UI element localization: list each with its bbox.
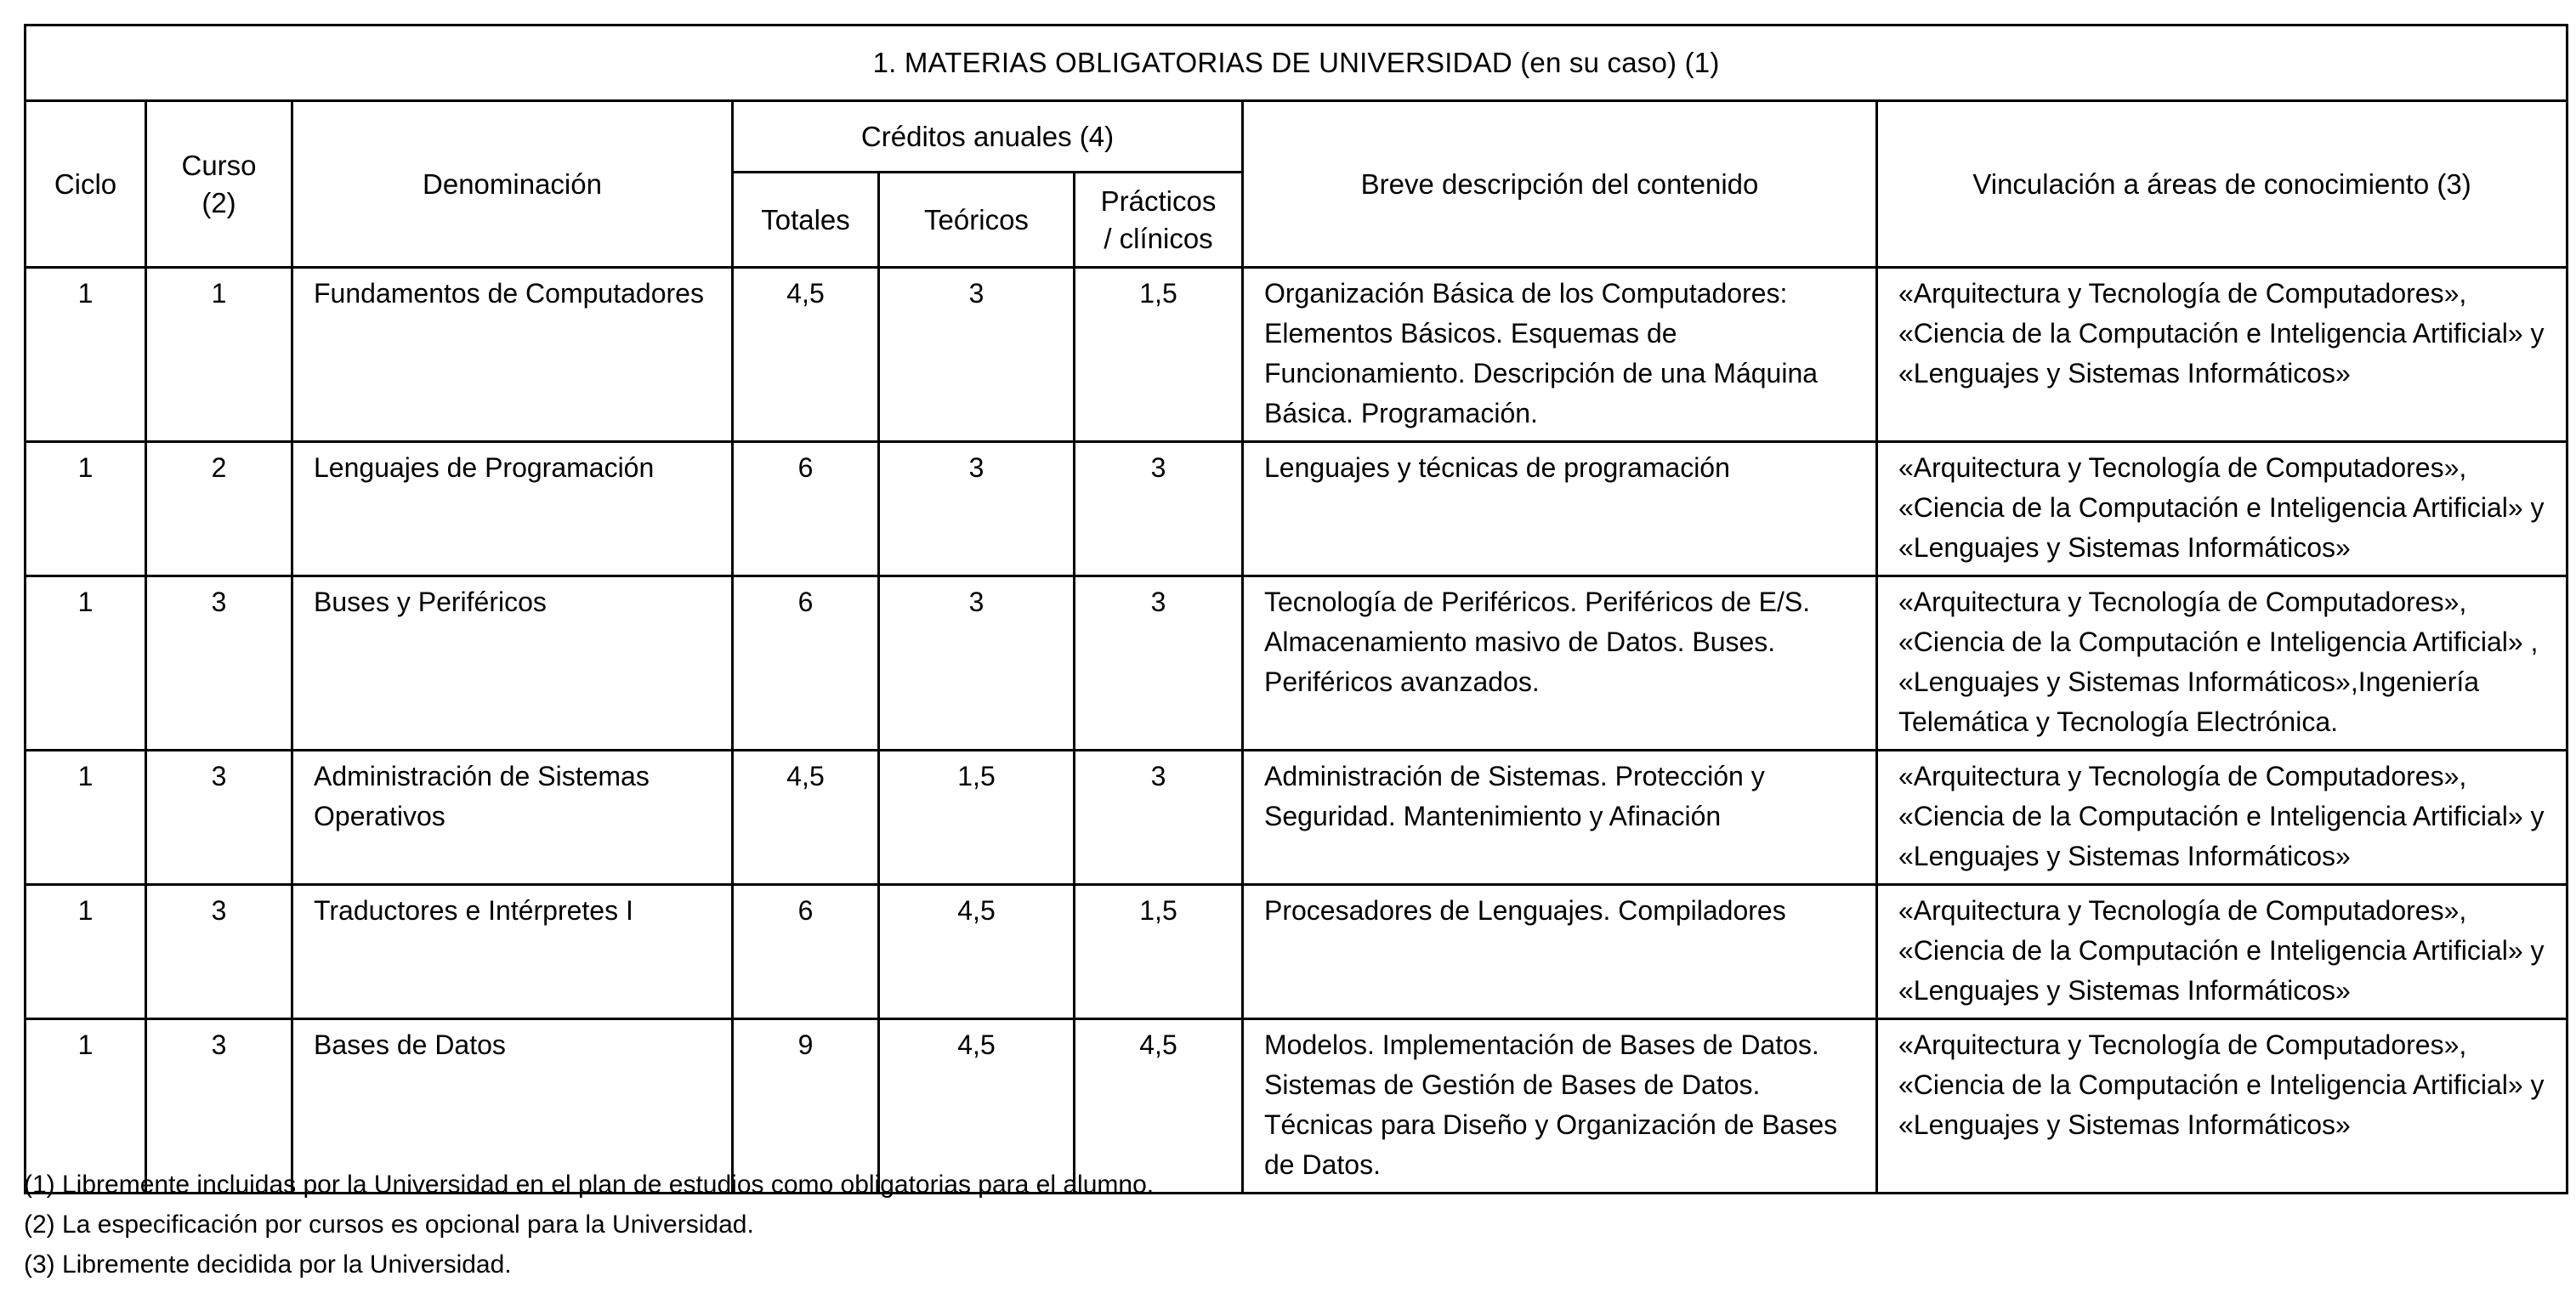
table-title: 1. MATERIAS OBLIGATORIAS DE UNIVERSIDAD (en su caso) (1) — [26, 26, 2567, 101]
header-vinculacion: Vinculación a áreas de conocimiento (3) — [1877, 101, 2567, 268]
cell-denominacion: Traductores e Intérpretes I — [292, 885, 733, 1019]
cell-totales: 4,5 — [733, 751, 879, 885]
table-row — [26, 442, 2567, 576]
cell-vinculacion: «Arquitectura y Tecnología de Computadores», «Ciencia de la Computación e Inteligencia Artificial» y «Lenguajes y Sistemas Informáticos» — [1877, 1019, 2567, 1194]
cell-denominacion: Buses y Periféricos — [292, 576, 733, 751]
materias-table — [24, 24, 2568, 1194]
cell-curso: 3 — [146, 1019, 292, 1194]
cell-practicos: 3 — [1075, 442, 1243, 576]
header-ciclo: Ciclo — [26, 101, 146, 268]
cell-vinculacion: «Arquitectura y Tecnología de Computadores», «Ciencia de la Computación e Inteligencia Artificial» , «Lenguajes y Sistemas Informáticos»,Ingeniería Telemática y Tecnología Electrónica. — [1877, 576, 2567, 751]
cell-totales: 6 — [733, 442, 879, 576]
footnote-1: (1) Libremente incluidas por la Universidad en el plan de estudios como obligatorias para el alumno. — [24, 1171, 1155, 1199]
cell-denominacion: Lenguajes de Programación — [292, 442, 733, 576]
header-teoricos: Teóricos — [879, 173, 1075, 268]
cell-ciclo: 1 — [26, 1019, 146, 1194]
cell-descripcion: Organización Básica de los Computadores: Elementos Básicos. Esquemas de Funcionamiento. Descripción de una Máquina Básica. Programación. — [1243, 268, 1877, 442]
cell-practicos: 3 — [1075, 751, 1243, 885]
cell-teoricos: 4,5 — [879, 1019, 1075, 1194]
cell-totales: 6 — [733, 885, 879, 1019]
header-practicos-line2: / clínicos — [1104, 222, 1213, 254]
cell-teoricos: 3 — [879, 576, 1075, 751]
header-denominacion: Denominación — [292, 101, 733, 268]
cell-totales: 6 — [733, 576, 879, 751]
table-row — [26, 751, 2567, 885]
cell-vinculacion: «Arquitectura y Tecnología de Computadores», «Ciencia de la Computación e Inteligencia Artificial» y «Lenguajes y Sistemas Informáticos» — [1877, 751, 2567, 885]
cell-descripcion: Administración de Sistemas. Protección y Seguridad. Mantenimiento y Afinación — [1243, 751, 1877, 885]
cell-teoricos: 3 — [879, 268, 1075, 442]
footnote-3: (3) Libremente decidida por la Universidad. — [24, 1250, 512, 1279]
cell-ciclo: 1 — [26, 885, 146, 1019]
header-curso-note: (2) — [201, 186, 236, 218]
cell-curso: 2 — [146, 442, 292, 576]
cell-descripcion: Tecnología de Periféricos. Periféricos de E/S. Almacenamiento masivo de Datos. Buses. Periféricos avanzados. — [1243, 576, 1877, 751]
cell-vinculacion: «Arquitectura y Tecnología de Computadores», «Ciencia de la Computación e Inteligencia Artificial» y «Lenguajes y Sistemas Informáticos» — [1877, 885, 2567, 1019]
cell-totales: 4,5 — [733, 268, 879, 442]
table-row — [26, 268, 2567, 442]
cell-ciclo: 1 — [26, 576, 146, 751]
header-practicos — [1075, 173, 1243, 268]
cell-teoricos: 1,5 — [879, 751, 1075, 885]
cell-curso: 3 — [146, 885, 292, 1019]
header-curso — [146, 101, 292, 268]
cell-descripcion: Procesadores de Lenguajes. Compiladores — [1243, 885, 1877, 1019]
cell-vinculacion: «Arquitectura y Tecnología de Computadores», «Ciencia de la Computación e Inteligencia Artificial» y «Lenguajes y Sistemas Informáticos» — [1877, 268, 2567, 442]
cell-teoricos: 4,5 — [879, 885, 1075, 1019]
cell-ciclo: 1 — [26, 751, 146, 885]
cell-practicos: 1,5 — [1075, 885, 1243, 1019]
header-creditos: Créditos anuales (4) — [733, 101, 1243, 173]
header-curso-label: Curso — [181, 149, 257, 181]
cell-descripcion: Modelos. Implementación de Bases de Datos. Sistemas de Gestión de Bases de Datos. Técnicas para Diseño y Organización de Bases de Datos. — [1243, 1019, 1877, 1194]
cell-ciclo: 1 — [26, 442, 146, 576]
cell-denominacion: Bases de Datos — [292, 1019, 733, 1194]
cell-vinculacion: «Arquitectura y Tecnología de Computadores», «Ciencia de la Computación e Inteligencia Artificial» y «Lenguajes y Sistemas Informáticos» — [1877, 442, 2567, 576]
cell-denominacion: Fundamentos de Computadores — [292, 268, 733, 442]
cell-curso: 3 — [146, 576, 292, 751]
cell-denominacion: Administración de Sistemas Operativos — [292, 751, 733, 885]
cell-totales: 9 — [733, 1019, 879, 1194]
header-descripcion: Breve descripción del contenido — [1243, 101, 1877, 268]
cell-descripcion: Lenguajes y técnicas de programación — [1243, 442, 1877, 576]
cell-curso: 3 — [146, 751, 292, 885]
header-totales: Totales — [733, 173, 879, 268]
footnotes — [24, 1165, 1154, 1284]
cell-practicos: 3 — [1075, 576, 1243, 751]
table-row — [26, 885, 2567, 1019]
cell-ciclo: 1 — [26, 268, 146, 442]
cell-curso: 1 — [146, 268, 292, 442]
cell-teoricos: 3 — [879, 442, 1075, 576]
footnote-2: (2) La especificación por cursos es opcional para la Universidad. — [24, 1211, 754, 1239]
cell-practicos: 1,5 — [1075, 268, 1243, 442]
cell-practicos: 4,5 — [1075, 1019, 1243, 1194]
table-row — [26, 576, 2567, 751]
header-practicos-line1: Prácticos — [1100, 184, 1217, 217]
